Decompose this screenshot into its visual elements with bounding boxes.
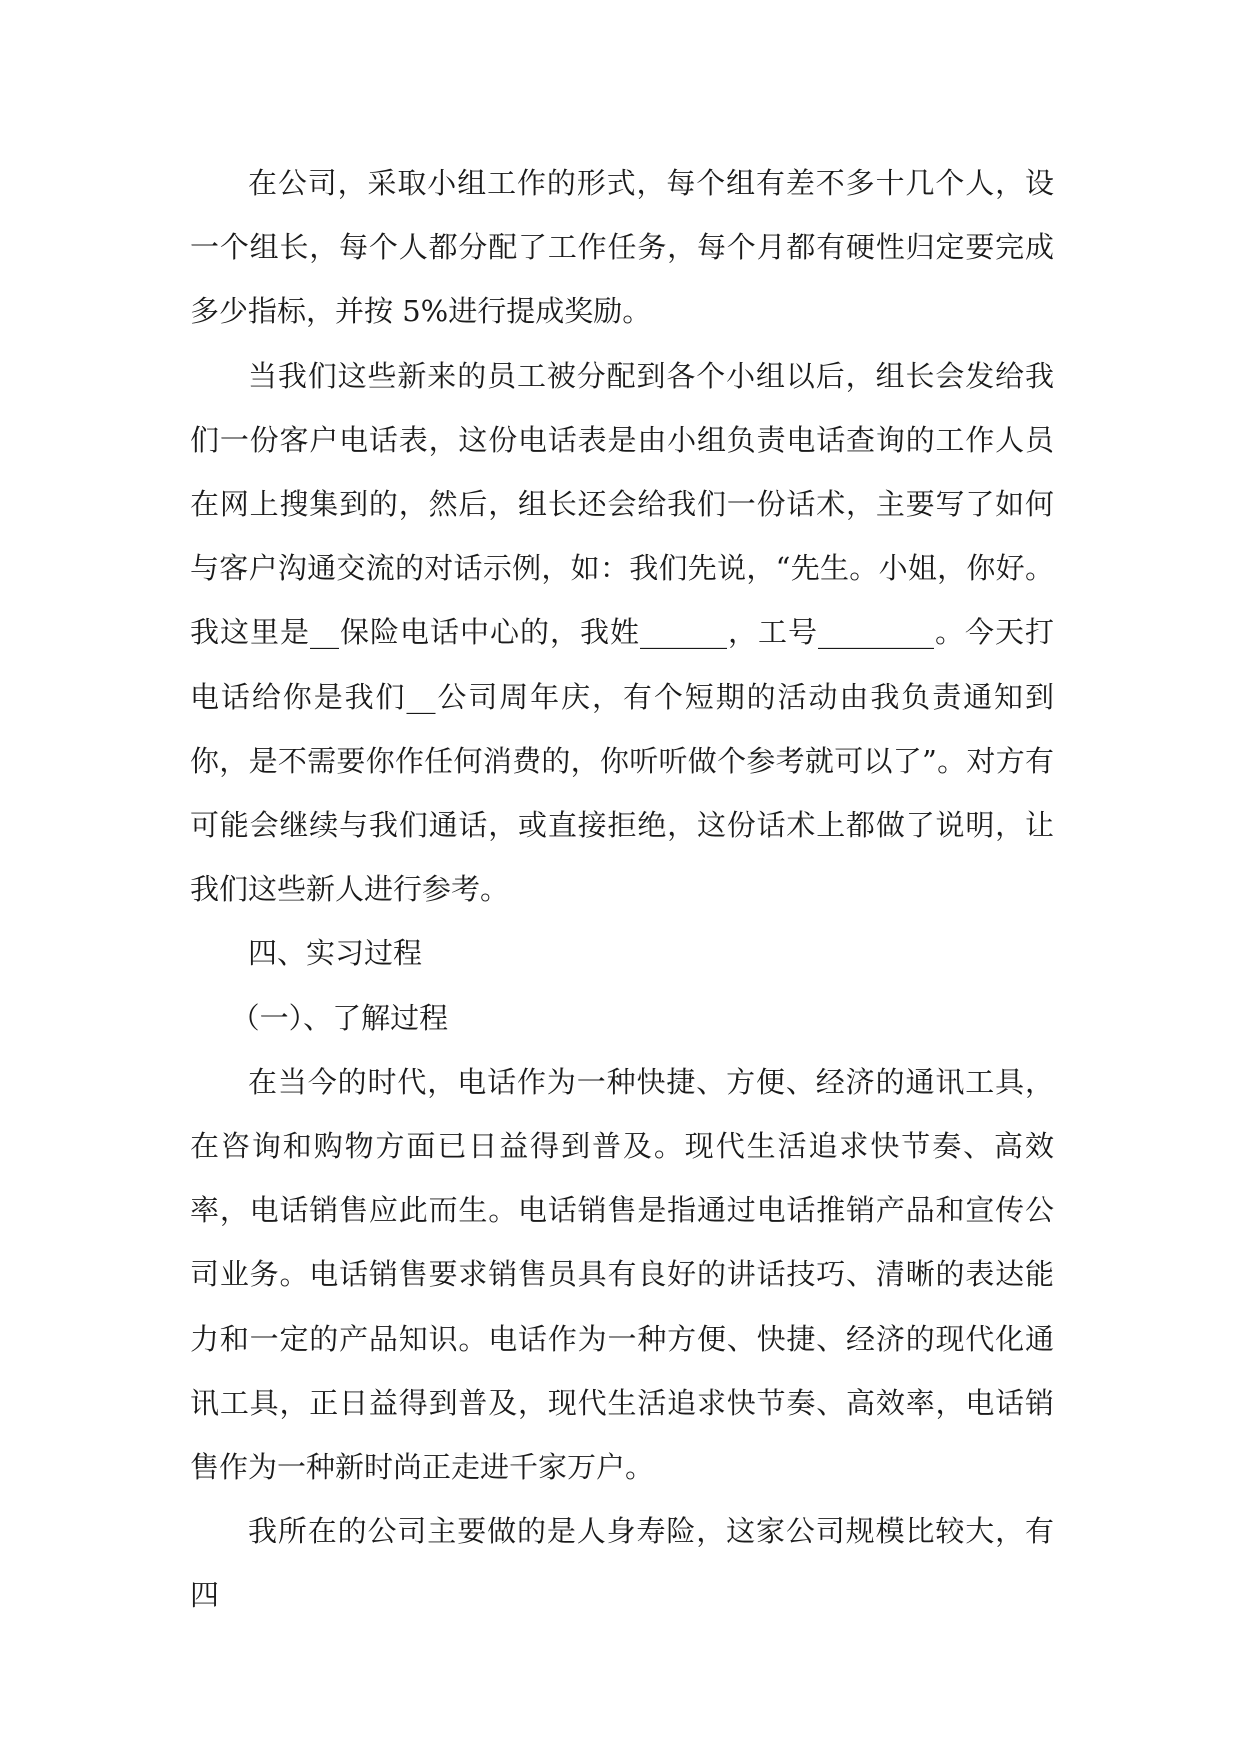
paragraph-telesales-intro: 在当今的时代，电话作为一种快捷、方便、经济的通讯工具，在咨询和购物方面已日益得到普及。现代生活追求快节奏、高效率，电话销售应此而生。电话销售是指通过电话推销产品和宣传公司业务。电话销售要求销售员具有良好的讲话技巧、清晰的表达能力和一定的产品知识。电话作为一种方便、快捷、经济的现代化通讯工具，正日益得到普及，现代生活追求快节奏、高效率，电话销售作为一种新时尚正走进千家万户。 — [190, 1064, 1054, 1485]
section-heading-internship-process: 四、实习过程 — [248, 936, 423, 971]
paragraph-group-work: 在公司，采取小组工作的形式，每个组有差不多十几个人，设一个组长，每个人都分配了工作任务，每个月都有硬性归定要完成多少指标，并按 5%进行提成奖励。 — [190, 166, 1054, 329]
subsection-heading-understanding: （一）、了解过程 — [230, 1000, 449, 1035]
paragraph-phone-script: 当我们这些新来的员工被分配到各个小组以后，组长会发给我们一份客户电话表，这份电话表是由小组负责电话查询的工作人员在网上搜集到的，然后，组长还会给我们一份话术，主要写了如何与客户沟通交流的对话示例，如：我们先说，“先生。小姐，你好。我这里是__保险电话中心的，我姓______，工号________。今天打电话给你是我们__公司周年庆，有个短期的活动由我负责通知到你，是不需要你作任何消费的，你听听做个参考就可以了”。对方有可能会继续与我们通话，或直接拒绝，这份话术上都做了说明，让我们这些新人进行参考。 — [190, 358, 1054, 907]
document-body — [190, 151, 1054, 1628]
paragraph-company-intro: 我所在的公司主要做的是人身寿险，这家公司规模比较大，有四 — [190, 1514, 1054, 1613]
